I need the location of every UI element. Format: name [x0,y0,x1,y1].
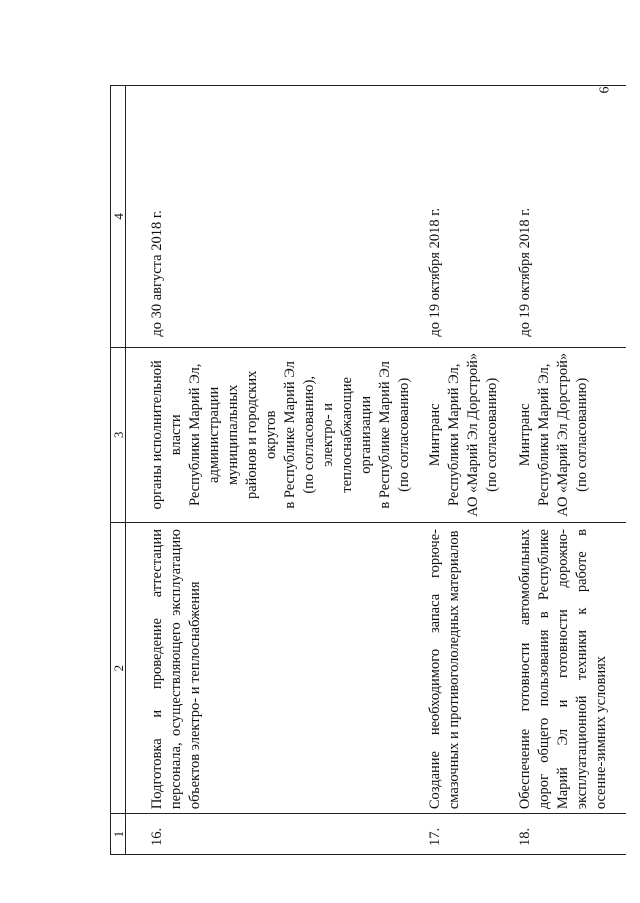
deadline-text: до 30 августа 2018 г. [149,210,165,337]
header-col-4: 4 [111,86,126,348]
task-text: Создание необходимого запаса горюче-смазочных и противогололедных материалов [427,529,462,810]
task-text: Подготовка и проведение аттестации персонала, осуществляющего эксплуатацию объектов электро- и теплоснабжения [149,529,203,810]
task-text: Обеспечение готовности автомобильных дорог общего пользования в Республике Марий Эл и готовности дорожно-эксплуатационной техники к работе в осенне-зимних условиях [517,529,609,810]
header-col-2: 2 [111,523,126,814]
table-header-row [111,86,126,855]
table-row [426,86,516,855]
row-number: 18. [517,827,533,846]
responsible-text: Минтранс Республики Марий Эл, АО «Марий Эл Дорстрой» (по согласованию) [517,352,590,517]
page-number: 6 [597,86,613,94]
responsible-text: органы исполнительной власти Республики Марий Эл, администрации муниципальных районов и городских округов в Республике Марий Эл (по согласованию), электро- и теплоснабжающие организации в Республике Марий Эл (по согласованию) [149,360,412,510]
plan-table [110,85,626,855]
table-row [516,86,626,855]
deadline-text: до 19 октября 2018 г. [427,207,443,337]
deadline-text: до 19 октября 2018 г. [517,207,533,337]
header-col-3: 3 [111,347,126,522]
row-number: 17. [427,827,443,846]
responsible-text: Минтранс Республики Марий Эл, АО «Марий Эл Дорстрой» (по согласованию) [427,352,500,517]
row-number: 16. [149,827,165,846]
table-row [126,86,427,855]
header-col-1: 1 [111,814,126,855]
rotated-table-wrapper [110,85,609,855]
